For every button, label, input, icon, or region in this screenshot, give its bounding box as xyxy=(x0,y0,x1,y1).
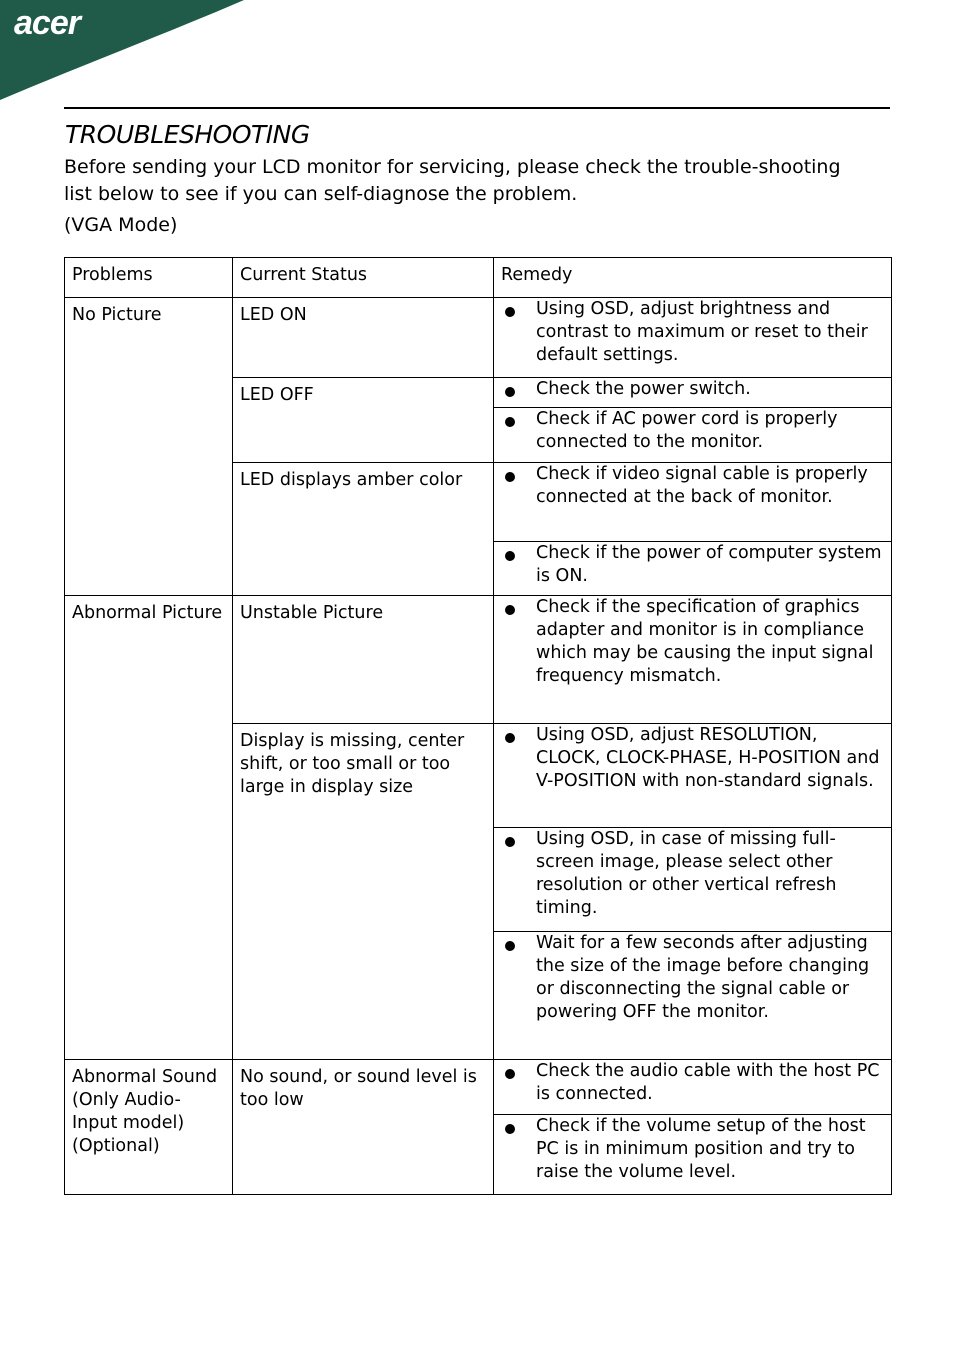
status-cell: Unstable Picture xyxy=(233,596,494,724)
bullet-icon xyxy=(494,724,536,819)
problem-cell: Abnormal Picture xyxy=(65,596,233,1060)
remedy-text: Check if the specification of graphics adapter and monitor is in compliance which may be causing the input signal frequency mismatch. xyxy=(536,597,874,686)
remedy-text: Using OSD, in case of missing full-screen image, please select other resolution or other vertical refresh timing. xyxy=(536,829,837,918)
mode-label: (VGA Mode) xyxy=(64,214,178,236)
intro-paragraph: Before sending your LCD monitor for servicing, please check the trouble-shooting list below to see if you can self-diagnose the problem. xyxy=(64,156,841,205)
remedy-text: Check if the power of computer system is ON. xyxy=(536,543,882,586)
remedy-cell xyxy=(494,932,892,1060)
status-cell: No sound, or sound level is too low xyxy=(233,1060,494,1195)
status-cell: LED OFF xyxy=(233,378,494,463)
table-row xyxy=(65,298,892,378)
bullet-icon xyxy=(494,378,536,399)
bullet-icon xyxy=(494,596,536,715)
remedy-cell xyxy=(494,1115,892,1195)
remedy-text: Check the power switch. xyxy=(536,379,751,399)
header-current-status: Current Status xyxy=(233,258,494,298)
bullet-icon xyxy=(494,298,536,369)
table-header-row xyxy=(65,258,892,298)
table-row xyxy=(65,1060,892,1115)
bullet-icon xyxy=(494,1060,536,1106)
status-cell: Display is missing, center shift, or too small or too large in display size xyxy=(233,724,494,1060)
remedy-cell xyxy=(494,542,892,596)
remedy-cell xyxy=(494,463,892,542)
header-rule xyxy=(64,107,890,109)
header-problems: Problems xyxy=(65,258,233,298)
remedy-text: Check if AC power cord is properly connected to the monitor. xyxy=(536,409,838,452)
header-remedy: Remedy xyxy=(494,258,892,298)
remedy-text: Wait for a few seconds after adjusting the size of the image before changing or disconnecting the signal cable or powering OFF the monitor. xyxy=(536,933,870,1022)
remedy-cell xyxy=(494,828,892,932)
remedy-text: Using OSD, adjust brightness and contrast to maximum or reset to their default settings. xyxy=(536,299,868,365)
bullet-icon xyxy=(494,828,536,923)
remedy-cell xyxy=(494,298,892,378)
remedy-text: Check the audio cable with the host PC is connected. xyxy=(536,1061,880,1104)
bullet-icon xyxy=(494,932,536,1051)
remedy-text: Check if video signal cable is properly connected at the back of monitor. xyxy=(536,464,868,507)
status-cell: LED displays amber color xyxy=(233,463,494,596)
bullet-icon xyxy=(494,542,536,587)
problem-cell: Abnormal Sound (Only Audio-Input model) (Optional) xyxy=(65,1060,233,1195)
remedy-cell xyxy=(494,408,892,463)
acer-logo: acer xyxy=(14,4,80,42)
troubleshooting-table xyxy=(64,257,892,1195)
page-title: TROUBLESHOOTING xyxy=(65,120,310,149)
remedy-cell xyxy=(494,378,892,408)
bullet-icon xyxy=(494,463,536,533)
bullet-icon xyxy=(494,1115,536,1186)
bullet-icon xyxy=(494,408,536,454)
remedy-text: Check if the volume setup of the host PC is in minimum position and try to raise the volume level. xyxy=(536,1116,866,1182)
problem-cell: No Picture xyxy=(65,298,233,596)
table-row xyxy=(65,596,892,724)
remedy-cell xyxy=(494,596,892,724)
status-cell: LED ON xyxy=(233,298,494,378)
remedy-cell xyxy=(494,1060,892,1115)
remedy-cell xyxy=(494,724,892,828)
remedy-text: Using OSD, adjust RESOLUTION, CLOCK, CLOCK-PHASE, H-POSITION and V-POSITION with non-standard signals. xyxy=(536,725,880,791)
